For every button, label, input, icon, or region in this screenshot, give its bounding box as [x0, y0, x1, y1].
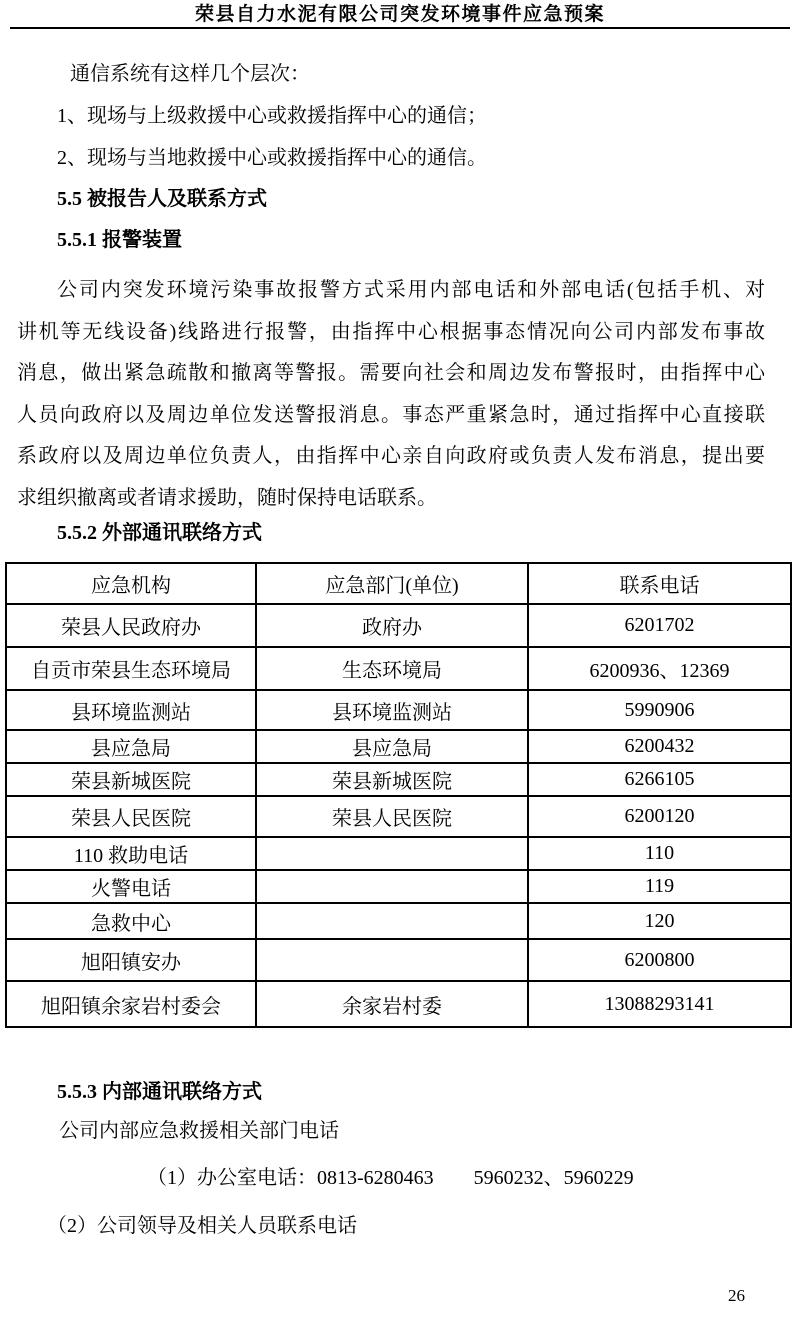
paragraph-line: 人员向政府以及周边单位发送警报消息。事态严重紧急时，通过指挥中心直接联 [17, 403, 765, 426]
table-cell: 119 [528, 870, 791, 903]
internal-contact-section [17, 1081, 765, 1237]
table-cell: 县应急局 [256, 730, 528, 763]
header-divider [10, 27, 790, 29]
table-cell: 县环境监测站 [6, 690, 256, 730]
list-item-1: 1、现场与上级救援中心或救援指挥中心的通信； [57, 105, 487, 127]
table-row [6, 690, 791, 730]
table-header-cell-agency: 应急机构 [6, 563, 256, 604]
table-cell: 旭阳镇安办 [6, 939, 256, 981]
table-cell: 荣县新城医院 [256, 763, 528, 796]
contact-table [5, 562, 792, 1028]
dept-phone-line: 公司内部应急救援相关部门电话 [59, 1120, 339, 1142]
table-cell: 县应急局 [6, 730, 256, 763]
table-cell: 6200936、12369 [528, 647, 791, 690]
table-row [6, 981, 791, 1027]
table-cell: 6200800 [528, 939, 791, 981]
alarm-paragraph [17, 270, 765, 519]
section-heading-5-5: 5.5 被报告人及联系方式 [57, 188, 267, 210]
section-heading-5-5-2: 5.5.2 外部通讯联络方式 [57, 522, 262, 544]
table-row [6, 903, 791, 939]
table-cell: 荣县人民医院 [256, 796, 528, 837]
page-header-title: 荣县自力水泥有限公司突发环境事件应急预案 [194, 4, 605, 25]
table-cell: 110 [528, 837, 791, 870]
table-cell: 6200120 [528, 796, 791, 837]
table-cell [256, 903, 528, 939]
document-body [17, 63, 765, 544]
table-header-row [6, 563, 791, 604]
section-heading-5-5-3: 5.5.3 内部通讯联络方式 [57, 1081, 262, 1103]
table-cell: 自贡市荣县生态环境局 [6, 647, 256, 690]
table-row [6, 647, 791, 690]
table-cell: 急救中心 [6, 903, 256, 939]
table-cell: 13088293141 [528, 981, 791, 1027]
table-row [6, 796, 791, 837]
contact-table-body [6, 604, 791, 1027]
paragraph-line: 消息，做出紧急疏散和撤离等警报。需要向社会和周边发布警报时，由指挥中心 [17, 362, 765, 384]
contact-table-wrapper [5, 562, 790, 1028]
table-row [6, 730, 791, 763]
list-item-2: 2、现场与当地救援中心或救援指挥中心的通信。 [57, 147, 487, 169]
section-heading-5-5-1: 5.5.1 报警装置 [57, 229, 182, 251]
paragraph-line: 求组织撤离或者请求援助，随时保持电话联系。 [17, 486, 437, 509]
table-cell: 县环境监测站 [256, 690, 528, 730]
table-header-cell-phone: 联系电话 [528, 563, 791, 604]
office-phone-line: （1）办公室电话：0813-6280463 5960232、5960229 [147, 1167, 634, 1189]
table-cell: 政府办 [256, 604, 528, 647]
table-header-cell-department: 应急部门(单位) [256, 563, 528, 604]
table-cell: 荣县新城医院 [6, 763, 256, 796]
table-cell: 火警电话 [6, 870, 256, 903]
table-cell: 生态环境局 [256, 647, 528, 690]
leader-phone-line: （2）公司领导及相关人员联系电话 [47, 1215, 357, 1237]
table-cell: 6201702 [528, 604, 791, 647]
paragraph-line: 系政府以及周边单位负责人，由指挥中心亲自向政府或负责人发布消息，提出要 [17, 445, 765, 467]
table-cell: 6266105 [528, 763, 791, 796]
paragraph-line: 公司内突发环境污染事故报警方式采用内部电话和外部电话(包括手机、对 [57, 279, 765, 301]
page-number: 26 [728, 1286, 745, 1305]
table-row [6, 604, 791, 647]
table-cell: 余家岩村委 [256, 981, 528, 1027]
table-row [6, 939, 791, 981]
table-row [6, 837, 791, 870]
table-cell [256, 939, 528, 981]
paragraph-line: 讲机等无线设备)线路进行报警，由指挥中心根据事态情况向公司内部发布事故 [17, 320, 765, 343]
table-cell [256, 870, 528, 903]
table-cell: 6200432 [528, 730, 791, 763]
intro-lead-line: 通信系统有这样几个层次： [70, 63, 310, 85]
table-row [6, 870, 791, 903]
table-cell: 荣县人民医院 [6, 796, 256, 837]
table-cell: 荣县人民政府办 [6, 604, 256, 647]
table-cell: 旭阳镇余家岩村委会 [6, 981, 256, 1027]
table-cell [256, 837, 528, 870]
table-row [6, 763, 791, 796]
table-cell: 120 [528, 903, 791, 939]
table-cell: 5990906 [528, 690, 791, 730]
table-cell: 110 救助电话 [6, 837, 256, 870]
